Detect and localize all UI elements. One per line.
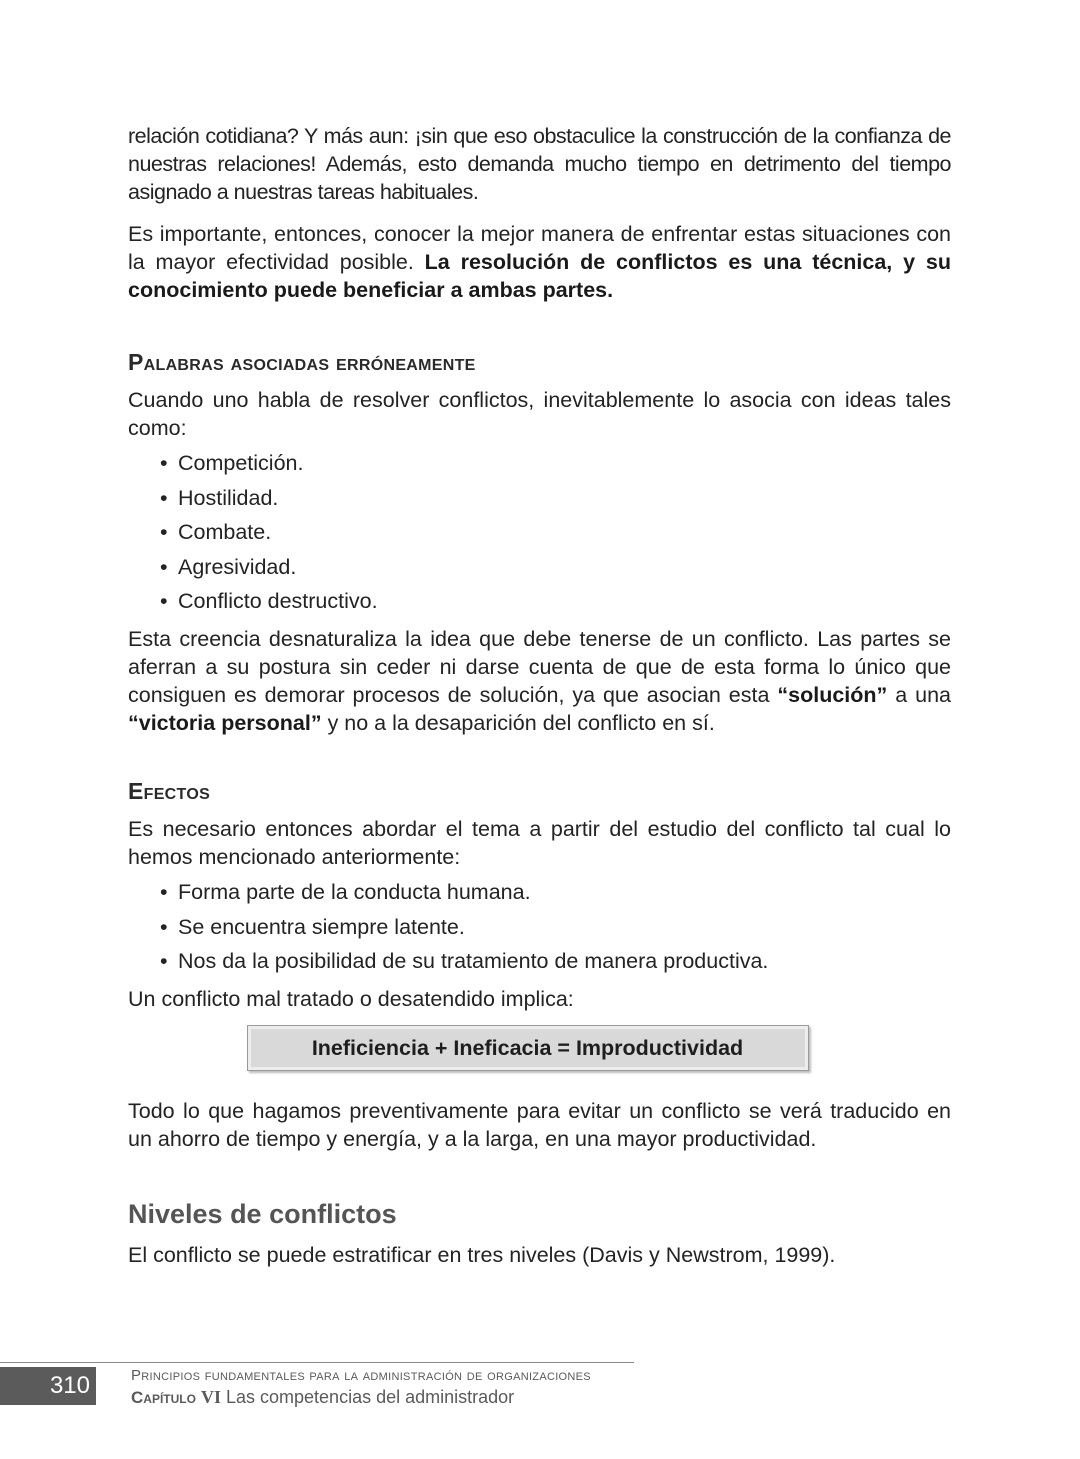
section1-paragraph xyxy=(128,625,951,737)
section2-closing: Todo lo que hagamos preventivamente para evitar un conflicto se verá traducido en un ahorro de tiempo y energía, y a la larga, en una mayor productividad. xyxy=(128,1099,951,1151)
section2-intro: Es necesario entonces abordar el tema a partir del estudio del conflicto tal cual lo hemos mencionado anteriormente: xyxy=(128,817,951,869)
list-item: • Agresividad. xyxy=(160,553,951,581)
list-item: • Combate. xyxy=(160,518,951,546)
footer xyxy=(131,1366,591,1409)
bold-solucion: “solución” xyxy=(777,683,888,707)
formula-container xyxy=(128,1025,951,1071)
list-item: • Nos da la posibilidad de su tratamiento de manera productiva. xyxy=(160,947,951,975)
intro-paragraph-1: relación cotidiana? Y más aun: ¡sin que eso obstaculice la construcción de la confianza de nuestras relaciones! Además, esto demanda mucho tiempo en detrimento del tiempo asignado a nuestras tareas habituales. xyxy=(128,124,951,204)
list-item: • Se encuentra siempre latente. xyxy=(160,913,951,941)
intro-paragraph-2 xyxy=(128,220,951,304)
section2-lead: Un conflicto mal tratado o desatendido implica: xyxy=(128,987,574,1011)
footer-divider xyxy=(0,1362,634,1363)
footer-chapter-number: VI xyxy=(200,1387,221,1407)
section-heading-palabras: Palabras asociadas erróneamente xyxy=(128,349,476,375)
section1-text-a: Esta creencia desnaturaliza la idea que debe tenerse de un conflicto. Las partes se aferran a su postura sin ceder ni darse cuenta de que de esta forma lo único que consiguen es demorar procesos de solución, ya que asocian esta xyxy=(128,627,951,707)
list-item: • Conflicto destructivo. xyxy=(160,587,951,615)
page-number: 310 xyxy=(0,1367,96,1405)
list-item: • Forma parte de la conducta humana. xyxy=(160,878,951,906)
section1-text-c: y no a la desaparición del conflicto en sí. xyxy=(327,711,715,735)
list-item: • Hostilidad. xyxy=(160,484,951,512)
section-heading-efectos: Efectos xyxy=(128,778,211,804)
associated-words-list xyxy=(128,449,951,615)
footer-chapter-label: Capítulo xyxy=(131,1388,196,1407)
section-title-niveles: Niveles de conflictos xyxy=(128,1199,397,1229)
section1-text-b: a una xyxy=(895,683,951,707)
formula-box: Ineficiencia + Ineficacia = Improductividad xyxy=(247,1025,809,1071)
page-content xyxy=(128,122,951,1269)
section3-text: El conflicto se puede estratificar en tres niveles (Davis y Newstrom, 1999). xyxy=(128,1243,836,1267)
intro-paragraph-2-text: Es importante, entonces, conocer la mejor manera de enfrentar estas situaciones con la mayor efectividad posible. xyxy=(128,222,951,274)
footer-chapter-title: Las competencias del administrador xyxy=(226,1387,515,1407)
footer-book-title: Principios fundamentales para la administración de organizaciones xyxy=(131,1367,591,1384)
section1-intro: Cuando uno habla de resolver conflictos, inevitablemente lo asocia con ideas tales como: xyxy=(128,388,951,440)
list-item: • Competición. xyxy=(160,449,951,477)
effects-list xyxy=(128,878,951,975)
bold-victoria-personal: “victoria personal” xyxy=(128,711,322,735)
intro-paragraph-2-bold: La resolución de conflictos es una técnica, y su conocimiento puede beneficiar a ambas partes. xyxy=(128,250,951,302)
footer-chapter xyxy=(131,1386,591,1409)
